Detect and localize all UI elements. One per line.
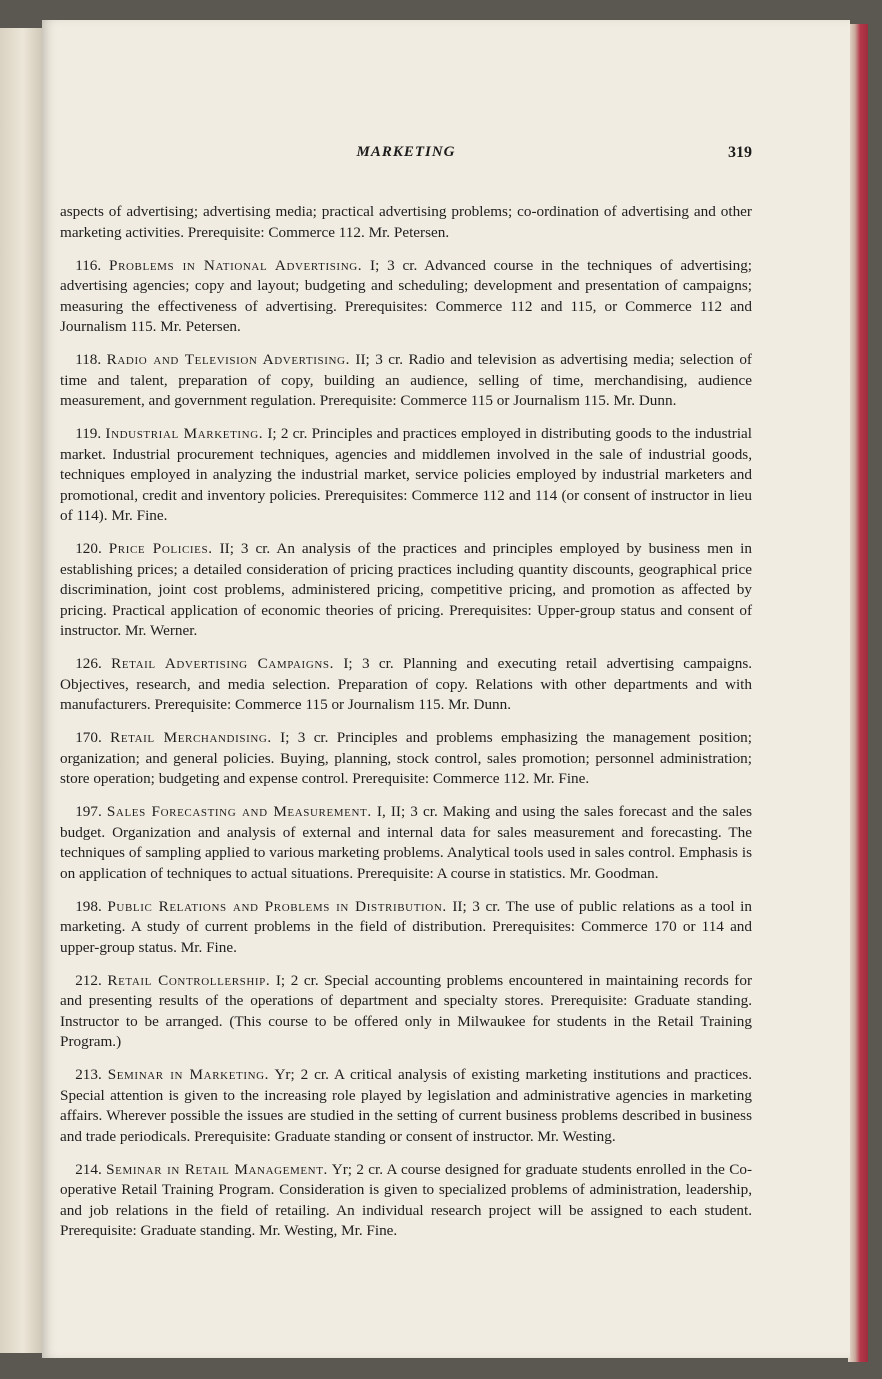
course-title: Retail Advertising Campaigns.: [111, 655, 335, 672]
course-title: Industrial Marketing.: [105, 425, 264, 442]
course-number: 126.: [75, 655, 102, 672]
course-title: Price Policies.: [108, 540, 213, 557]
course-description: Yr; 2 cr. A critical analysis of existing marketing institutions and practices. Special attention is given to the increasing role played by legislation and administrative agencies in marketing affairs. Wherever possible the issues are studied in the setting of current business problems described in business and trade periodicals. Prerequisite: Graduate standing or consent of instructor. Mr. Westing.: [60, 1066, 753, 1145]
course-entry: [60, 350, 752, 412]
course-entry: [60, 424, 752, 527]
course-number: 118.: [75, 351, 102, 368]
course-description: I; 2 cr. Special accounting problems encountered in maintaining records for and presenting results of the operations of department and specialty stores. Prerequisite: Graduate standing. Instructor to be arranged. (This course to be offered only in Milwaukee for students in the Retail Training Program.): [60, 971, 753, 1050]
course-number: 170.: [75, 729, 102, 746]
course-description: II; 3 cr. An analysis of the practices and principles employed by business men in establishing prices; a detailed consideration of pricing practices including quantity discounts, geographical price discrimination, joint cost problems, administered pricing, competitive pricing, and promotion as affected by pricing. Practical application of economic theories of pricing. Prerequisites: Upper-group status and consent of instructor. Mr. Werner.: [60, 540, 752, 639]
course-number: 119.: [75, 425, 102, 442]
course-number: 212.: [75, 971, 102, 989]
course-description: Yr; 2 cr. A course designed for graduate students enrolled in the Co-operative Retail Training Program. Consideration is given to specialized problems of administration, leadership, and job relations in the field of retailing. An individual research project will be assigned to each student. Prerequisite: Graduate standing. Mr. Westing, Mr. Fine.: [60, 1160, 752, 1239]
course-description: I; 3 cr. Advanced course in the techniques of advertising; advertising agencies; copy and layout; budgeting and scheduling; development and presentation of campaigns; measuring the effectiveness of advertising. Prerequisites: Commerce 112 and 115, or Commerce 112 and Journalism 115. Mr. Petersen.: [60, 256, 753, 335]
course-title: Radio and Television Advertising.: [106, 351, 350, 368]
course-number: 198.: [75, 897, 102, 915]
course-entry: [60, 897, 752, 959]
course-description: II; 3 cr. The use of public relations as a tool in marketing. A study of current problems in the field of distribution. Prerequisites: Commerce 170 or 114 and upper-group status. Mr. Fine.: [60, 897, 753, 956]
course-title: Public Relations and Problems in Distribution.: [107, 897, 447, 915]
page-edge: [848, 24, 868, 1362]
intro-paragraph: aspects of advertising; advertising media; practical advertising problems; co-ordination of advertising and other marketing activities. Prerequisite: Commerce 112. Mr. Petersen.: [60, 203, 752, 241]
left-facing-page: [0, 28, 42, 1353]
course-entry: [60, 539, 752, 642]
course-number: 213.: [75, 1066, 102, 1083]
course-number: 214.: [75, 1160, 102, 1178]
course-description: I; 3 cr. Planning and executing retail advertising campaigns. Objectives, research, and media selection. Preparation of copy. Relations with other departments and with manufacturers. Prerequisite: Commerce 115 or Journalism 115. Mr. Dunn.: [60, 655, 753, 713]
course-title: Seminar in Marketing.: [107, 1066, 270, 1083]
course-entry: [60, 971, 752, 1053]
course-entries: [60, 256, 752, 1242]
page-header: [60, 144, 752, 168]
course-description: I, II; 3 cr. Making and using the sales forecast and the sales budget. Organization and analysis of external and internal data for sales measurement and forecasting. The techniques of sampling applied to various marketing problems. Analytical tools used in sales control. Emphasis is on application of techniques to actual situations. Prerequisite: A course in statistics. Mr. Goodman.: [60, 803, 753, 882]
course-entry: [60, 1160, 752, 1242]
page-number: 319: [728, 144, 752, 161]
course-title: Retail Controllership.: [107, 971, 271, 989]
course-description: II; 3 cr. Radio and television as advertising media; selection of time and talent, preparation of copy, building an audience, selling of time, merchandising, audience measurement, and government regulation. Prerequisite: Commerce 115 or Journalism 115. Mr. Dunn.: [60, 351, 752, 409]
course-listing: [60, 202, 752, 1254]
course-entry: [60, 802, 752, 884]
course-description: I; 2 cr. Principles and practices employed in distributing goods to the industrial market. Industrial procurement techniques, agencies and middlemen involved in the sale of industrial goods, techniques employed in analyzing the industrial market, service policies employed by industrial marketers and promotional, credit and inventory policies. Prerequisites: Commerce 112 and 114 (or consent of instructor in lieu of 114). Mr. Fine.: [60, 425, 752, 524]
course-number: 116.: [75, 256, 102, 274]
course-entry: [60, 256, 752, 338]
course-number: 120.: [75, 540, 102, 557]
course-title: Sales Forecasting and Measurement.: [106, 803, 372, 820]
course-entry: [60, 728, 752, 790]
course-number: 197.: [75, 803, 102, 820]
running-head: MARKETING: [356, 144, 456, 160]
course-entry: [60, 654, 752, 716]
course-title: Seminar in Retail Management.: [106, 1160, 328, 1178]
course-description: I; 3 cr. Principles and problems emphasizing the management position; organization; and general policies. Buying, planning, stock control, sales promotion; personnel administration; store operation; budgeting and expense control. Prerequisite: Commerce 112. Mr. Fine.: [60, 729, 752, 787]
course-title: Retail Merchandising.: [110, 729, 272, 746]
course-title: Problems in National Advertising.: [109, 256, 363, 274]
course-entry: [60, 1065, 752, 1147]
